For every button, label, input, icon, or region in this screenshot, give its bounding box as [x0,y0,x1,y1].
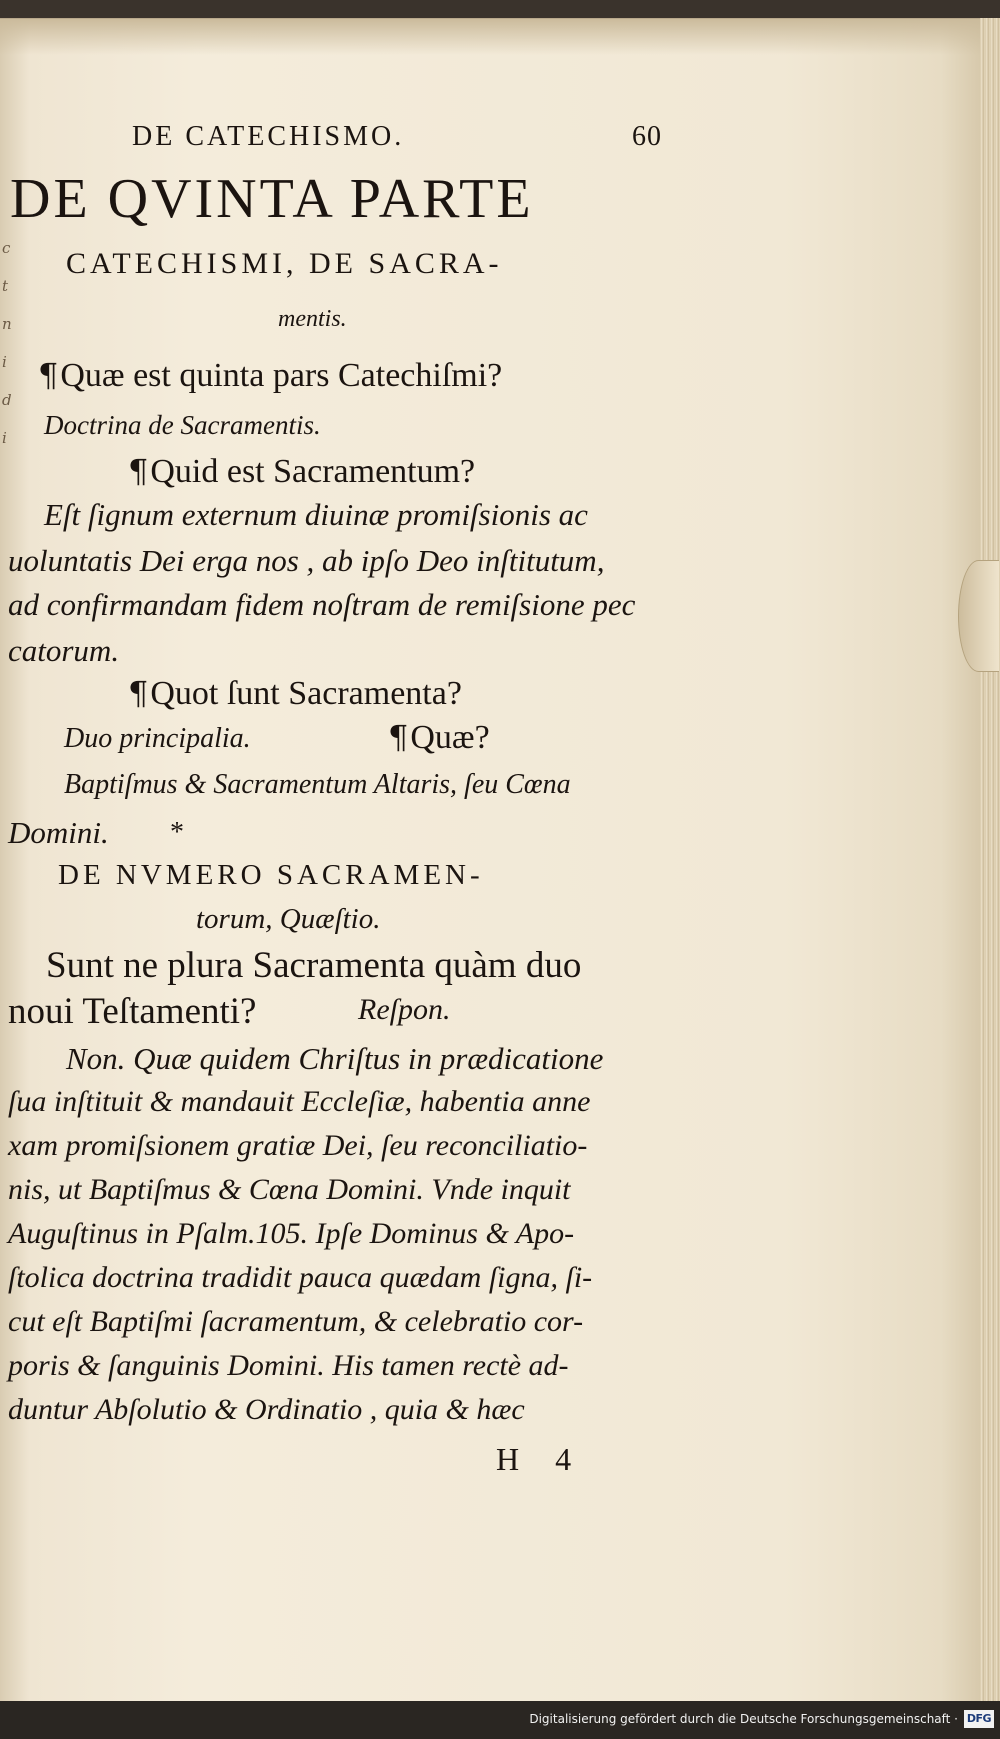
subheading-line2: torum, Quæſtio. [196,903,381,935]
followup-question [388,718,490,756]
question-2-text: Quid est Sacramentum? [150,453,476,490]
answer-3-line: Baptiſmus & Sacramentum Altaris, ſeu Cœna [64,769,571,800]
answer-3-line: Domini. [8,815,109,850]
answer-4-line: duntur Abſolutio & Ordinatio , quia & hæc [8,1393,525,1426]
running-title: DE CATECHISMO. [132,121,405,152]
pilcrow-mark: ¶ [388,718,409,756]
page-edges [980,18,1000,1701]
answer-4-line: poris & ſanguinis Domini. His tamen rectè ad- [8,1349,569,1382]
answer-4-line: ſtolica doctrina tradidit pauca quædam ſigna, ſi- [8,1261,593,1294]
question-3 [128,674,462,712]
question-4-line: noui Teſtamenti? [8,991,257,1032]
answer-2-line: ad confirmandam fidem noſtram de remiſsione pec [8,587,636,622]
answer-2-line: uoluntatis Dei erga nos , ab ipſo Deo inſtitutum, [8,543,605,578]
answer-1: Doctrina de Sacramentis. [44,410,321,440]
question-2 [128,452,476,490]
page-tab-bump [958,560,999,672]
answer-3-short: Duo principalia. [64,723,251,754]
answer-2-line: Eſt ſignum externum diuinæ promiſsionis ac [44,497,588,532]
answer-4-line: nis, ut Baptiſmus & Cœna Domini. Vnde inquit [8,1173,571,1206]
chapter-heading-line2: CATECHISMI, DE SACRA- [66,247,503,280]
question-4-line: Sunt ne plura Sacramenta quàm duo [46,945,582,986]
digitization-footer [0,1701,1000,1739]
question-1 [38,356,503,394]
answer-4-line: Auguſtinus in Pſalm.105. Ipſe Dominus & Apo- [8,1217,575,1250]
signature-mark: H 4 [496,1441,586,1477]
answer-4-line: xam promiſsionem gratiæ Dei, ſeu reconciliatio- [8,1129,588,1162]
dfg-logo-icon: DFG [964,1710,994,1728]
answer-2-line: catorum. [8,633,120,668]
page-number: 60 [632,121,662,152]
subheading-line1: DE NVMERO SACRAMEN- [58,859,484,891]
pilcrow-mark: ¶ [38,356,59,394]
text-block [0,19,700,1499]
pilcrow-mark: ¶ [128,674,149,712]
question-3-text: Quot ſunt Sacramenta? [150,675,462,712]
book-page [0,18,980,1702]
chapter-heading-line3: mentis. [278,306,347,332]
answer-4-line: Non. Quæ quidem Chriſtus in prædicatione [66,1041,604,1076]
respon-label: Reſpon. [358,993,451,1026]
footer-credit: Digitalisierung gefördert durch die Deutsche Forschungsgemeinschaft · [529,1712,958,1726]
answer-4-line: ſua inſtituit & mandauit Eccleſiæ, habentia anne [8,1085,591,1118]
question-1-text: Quæ est quinta pars Catechiſmi? [60,357,503,394]
asterisk-mark: * [170,817,184,848]
followup-question-text: Quæ? [410,719,490,756]
bleed-through-margin: c t n i d i [2,239,12,447]
chapter-heading-line1: DE QVINTA PARTE [10,168,534,230]
answer-4-line: cut eſt Baptiſmi ſacramentum, & celebratio cor- [8,1305,584,1338]
pilcrow-mark: ¶ [128,452,149,490]
